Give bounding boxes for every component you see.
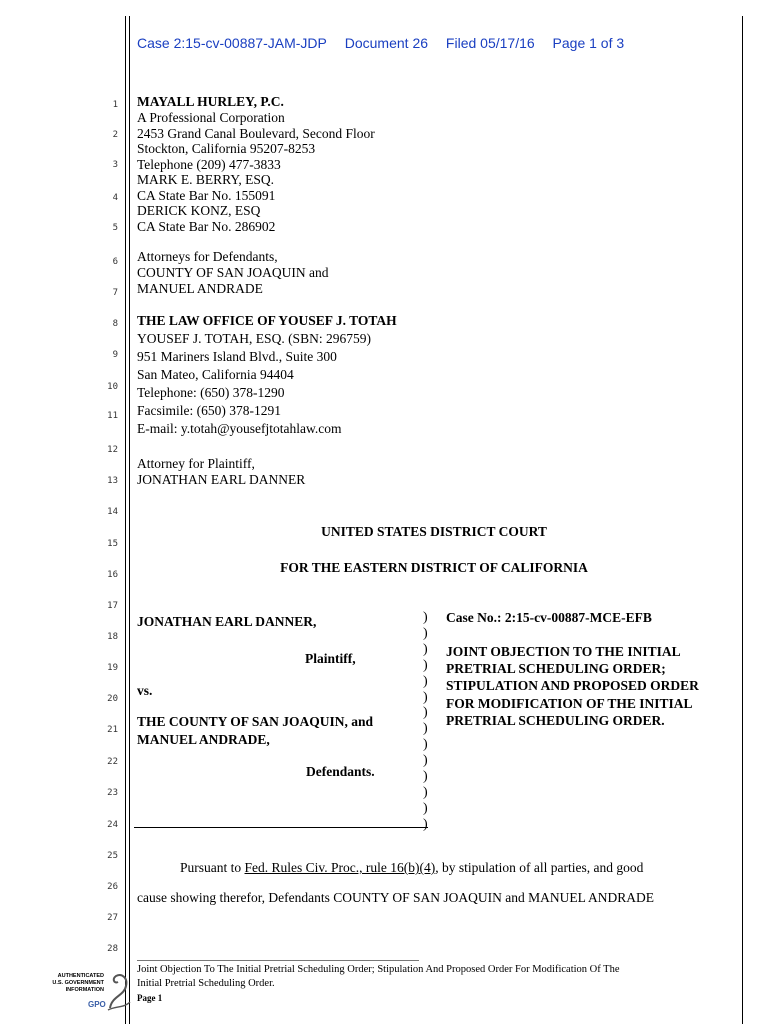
line-number: 4: [112, 193, 118, 203]
seal-text: AUTHENTICATED: [57, 973, 104, 979]
caption-parentheses: ) ) ) ) ) ) ) ) ) ) ) ) ) ): [423, 610, 428, 832]
plaintiff-line: Facsimile: (650) 378-1291: [137, 403, 281, 418]
plaintiff-line: YOUSEF J. TOTAH, ESQ. (SBN: 296759): [137, 331, 371, 346]
line-number: 9: [112, 350, 118, 360]
line-number: 7: [112, 288, 118, 298]
case-number-header: Case 2:15-cv-00887-JAM-JDP: [137, 35, 327, 51]
caption-vs: vs.: [137, 683, 153, 698]
caption-plaintiff-role: Plaintiff,: [305, 651, 356, 666]
plaintiff-line: E-mail: y.totah@yousefjtotahlaw.com: [137, 421, 342, 436]
filed-date: Filed 05/17/16: [445, 35, 535, 51]
attorneys-for-defendants: MANUEL ANDRADE: [137, 281, 263, 296]
gpo-authentication-seal: [42, 970, 132, 1016]
line-number: 22: [107, 757, 118, 767]
seal-text: U.S. GOVERNMENT: [52, 980, 104, 986]
body-text: , by stipulation of all parties, and good: [435, 860, 644, 875]
caption-defendants-role: Defendants.: [306, 764, 375, 779]
attorneys-for-defendants: COUNTY OF SAN JOAQUIN and: [137, 265, 329, 280]
body-text: Pursuant to: [180, 860, 245, 875]
caption-defendants: MANUEL ANDRADE,: [137, 732, 270, 747]
plaintiff-line: Telephone: (650) 378-1290: [137, 385, 285, 400]
defense-line: DERICK KONZ, ESQ: [137, 203, 261, 218]
line-number: 10: [107, 382, 118, 392]
body-paragraph-line: [180, 860, 643, 876]
defense-line: 2453 Grand Canal Boulevard, Second Floor: [137, 125, 375, 141]
seal-gpo: GPO: [88, 1000, 106, 1009]
line-number: 28: [107, 944, 118, 954]
line-number: 14: [107, 507, 118, 517]
footer-title: Joint Objection To The Initial Pretrial Scheduling Order; Stipulation And Proposed Order For Modification Of The: [137, 964, 620, 975]
attorneys-for-defendants: Attorneys for Defendants,: [137, 249, 278, 264]
line-number: 20: [107, 694, 118, 704]
defense-firm-name: MAYALL HURLEY, P.C.: [137, 94, 284, 109]
rule-citation-link[interactable]: Fed. Rules Civ. Proc., rule 16(b)(4): [244, 860, 436, 875]
line-number: 24: [107, 820, 118, 830]
seal-text: INFORMATION: [65, 987, 104, 993]
line-number: 13: [107, 476, 118, 486]
footer-rule: [137, 960, 419, 961]
gpo-eagle-icon: [106, 970, 132, 1014]
document-title-line: PRETRIAL SCHEDULING ORDER.: [446, 713, 665, 728]
attorney-for-plaintiff: JONATHAN EARL DANNER: [137, 472, 306, 487]
right-margin-rule: [742, 16, 743, 1024]
document-title-line: PRETRIAL SCHEDULING ORDER;: [446, 660, 666, 676]
defense-line: CA State Bar No. 155091: [137, 187, 276, 203]
line-number: 25: [107, 851, 118, 861]
line-number: 6: [112, 257, 118, 267]
left-margin-rule: [125, 16, 126, 1024]
defense-line: A Professional Corporation: [137, 110, 285, 125]
footer-page: Page 1: [137, 993, 163, 1003]
caption-underline: [134, 827, 428, 828]
defense-line: Telephone (209) 477-3833: [137, 156, 281, 172]
caption-defendants: THE COUNTY OF SAN JOAQUIN, and: [137, 714, 374, 729]
line-number: 18: [107, 632, 118, 642]
ecf-header: [137, 35, 638, 51]
line-number: 21: [107, 725, 118, 735]
plaintiff-line: San Mateo, California 94404: [137, 367, 294, 382]
body-paragraph-line: cause showing therefor, Defendants COUNTY OF SAN JOAQUIN and MANUEL ANDRADE: [137, 890, 655, 905]
line-number: 1: [112, 100, 118, 110]
footer-title: Initial Pretrial Scheduling Order.: [137, 978, 275, 989]
defense-line: CA State Bar No. 286902: [137, 218, 276, 234]
line-number: 15: [107, 539, 118, 549]
line-number: 17: [107, 601, 118, 611]
line-number: 26: [107, 882, 118, 892]
defense-line: Stockton, California 95207-8253: [137, 141, 316, 156]
court-district: FOR THE EASTERN DISTRICT OF CALIFORNIA: [280, 560, 588, 575]
footer: [137, 963, 737, 1005]
line-number: 11: [107, 411, 118, 421]
line-number: 2: [112, 130, 118, 140]
document-title-line: STIPULATION AND PROPOSED ORDER: [446, 678, 699, 693]
line-number: 23: [107, 788, 118, 798]
defense-line: MARK E. BERRY, ESQ.: [137, 172, 275, 187]
plaintiff-line: 951 Mariners Island Blvd., Suite 300: [137, 349, 337, 364]
line-number: 12: [107, 445, 118, 455]
left-margin-rule-inner: [129, 16, 130, 1024]
attorney-for-plaintiff: Attorney for Plaintiff,: [137, 456, 255, 471]
document-title-line: FOR MODIFICATION OF THE INITIAL: [446, 695, 693, 711]
case-number: Case No.: 2:15-cv-00887-MCE-EFB: [446, 610, 652, 625]
caption-plaintiff: JONATHAN EARL DANNER,: [137, 614, 317, 629]
court-name: UNITED STATES DISTRICT COURT: [321, 524, 547, 539]
line-number: 27: [107, 913, 118, 923]
line-number: 3: [112, 160, 118, 170]
line-number: 8: [112, 319, 118, 329]
line-number: 16: [107, 570, 118, 580]
line-number: 5: [112, 223, 118, 233]
plaintiff-firm-name: THE LAW OFFICE OF YOUSEF J. TOTAH: [137, 313, 397, 328]
page-count: Page 1 of 3: [552, 35, 625, 51]
line-number: 19: [107, 663, 118, 673]
document-number: Document 26: [344, 35, 429, 51]
document-title-line: JOINT OBJECTION TO THE INITIAL: [446, 644, 681, 659]
